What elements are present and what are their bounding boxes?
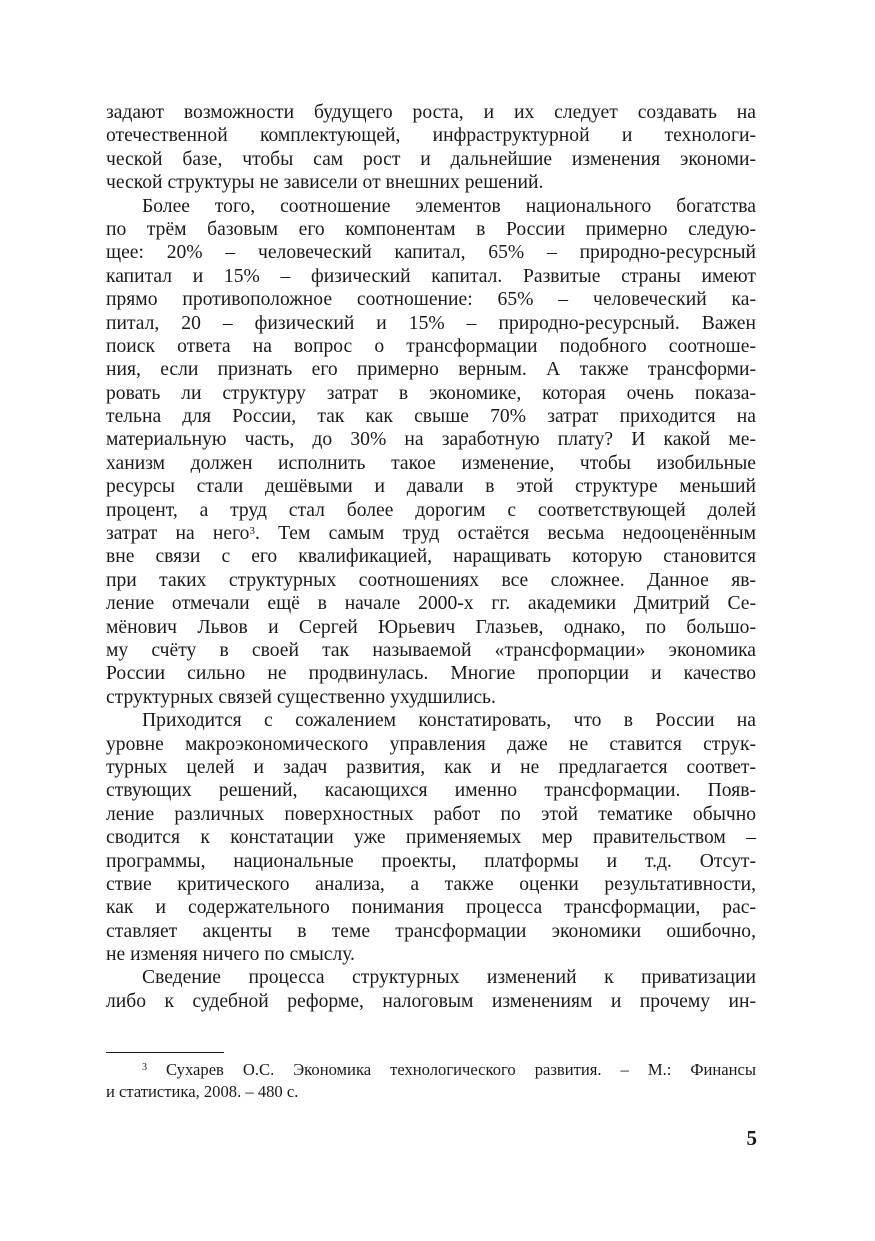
text-line-with-footnote	[106, 522, 756, 545]
text-line: при таких структурных соотношениях все сложнее. Данное яв-	[106, 569, 756, 591]
footnote-line	[106, 1059, 756, 1081]
text-segment: . Тем самым труд остаётся весьма недооценённым	[254, 523, 756, 545]
text-line: ресурсы стали дешёвыми и давали в этой структуре меньший	[106, 476, 756, 498]
text-line: щее: 20% – человеческий капитал, 65% – природно-ресурсный	[106, 242, 756, 264]
text-line: прямо противоположное соотношение: 65% – человеческий ка-	[106, 289, 756, 311]
footnote	[106, 1059, 756, 1103]
text-line: Приходится с сожалением констатировать, что в России на	[142, 710, 756, 732]
page-body	[106, 101, 756, 1013]
text-line: ния, если признать его примерно верным. А также трансформи-	[106, 359, 756, 381]
text-line: либо к судебной реформе, налоговым изменениям и прочему ин-	[106, 990, 756, 1012]
text-line: питал, 20 – физический и 15% – природно-ресурсный. Важен	[106, 312, 756, 334]
text-line: му счёту в своей так называемой «трансформации» экономика	[106, 639, 756, 661]
text-line: вне связи с его квалификацией, наращивать которую становится	[106, 546, 756, 568]
text-line: мёнович Львов и Сергей Юрьевич Глазьев, однако, по большо-	[106, 616, 756, 638]
text-line: Более того, соотношение элементов национального богатства	[142, 195, 756, 217]
text-line: задают возможности будущего роста, и их следует создавать на	[106, 102, 756, 123]
text-line: материальную часть, до 30% на заработную плату? И какой ме-	[106, 429, 756, 451]
page-number: 5	[746, 1126, 757, 1150]
main-text	[106, 101, 756, 1013]
text-line: ческой базе, чтобы сам рост и дальнейшие изменения экономи-	[106, 148, 756, 170]
footnote-divider	[106, 1052, 224, 1053]
footnote-reference[interactable]: 3	[249, 525, 255, 538]
text-line: сводится к констатации уже применяемых мер правительством –	[106, 827, 756, 849]
text-line: тельна для России, так как свыше 70% затрат приходится на	[106, 406, 756, 428]
text-line: ческой структуры не зависели от внешних решений.	[106, 172, 544, 194]
text-line: ствующих решений, касающихся именно трансформации. Появ-	[106, 780, 756, 802]
text-line: отечественной комплектующей, инфраструктурной и технологи-	[106, 125, 756, 147]
text-line: ствие критического анализа, а также оценки результативности,	[106, 873, 756, 895]
text-segment: затрат на него	[106, 523, 250, 545]
text-line: ление отмечали ещё в начале 2000-х гг. академики Дмитрий Се-	[106, 593, 756, 615]
footnote-number: 3	[142, 1062, 147, 1073]
text-line: Сведение процесса структурных изменений к приватизации	[142, 967, 756, 989]
text-line: структурных связей существенно ухудшились.	[106, 686, 496, 708]
text-line: уровне макроэкономического управления даже не ставится струк-	[106, 733, 756, 755]
text-line: ровать ли структуру затрат в экономике, которая очень показа-	[106, 382, 756, 404]
text-line: России сильно не продвинулась. Многие пропорции и качество	[106, 663, 756, 685]
text-line: по трём базовым его компонентам в России примерно следую-	[106, 218, 756, 240]
text-line: ление различных поверхностных работ по этой тематике обычно	[106, 803, 756, 825]
text-line: процент, а труд стал более дорогим с соответствующей долей	[106, 499, 756, 521]
text-line: турных целей и задач развития, как и не предлагается соответ-	[106, 756, 756, 778]
footnote-text: Сухарев О.С. Экономика технологического развития. – М.: Финансы	[166, 1060, 756, 1079]
text-line: не изменяя ничего по смыслу.	[106, 944, 355, 966]
text-line: программы, национальные проекты, платформы и т.д. Отсут-	[106, 850, 756, 872]
text-line: капитал и 15% – физический капитал. Развитые страны имеют	[106, 265, 756, 287]
text-line: поиск ответа на вопрос о трансформации подобного соотноше-	[106, 335, 756, 357]
footnote-line: и статистика, 2008. – 480 с.	[106, 1082, 299, 1101]
text-line: ставляет акценты в теме трансформации экономики ошибочно,	[106, 920, 756, 942]
text-line: как и содержательного понимания процесса трансформации, рас-	[106, 897, 756, 919]
text-line: ханизм должен исполнить такое изменение, чтобы изобильные	[106, 452, 756, 474]
